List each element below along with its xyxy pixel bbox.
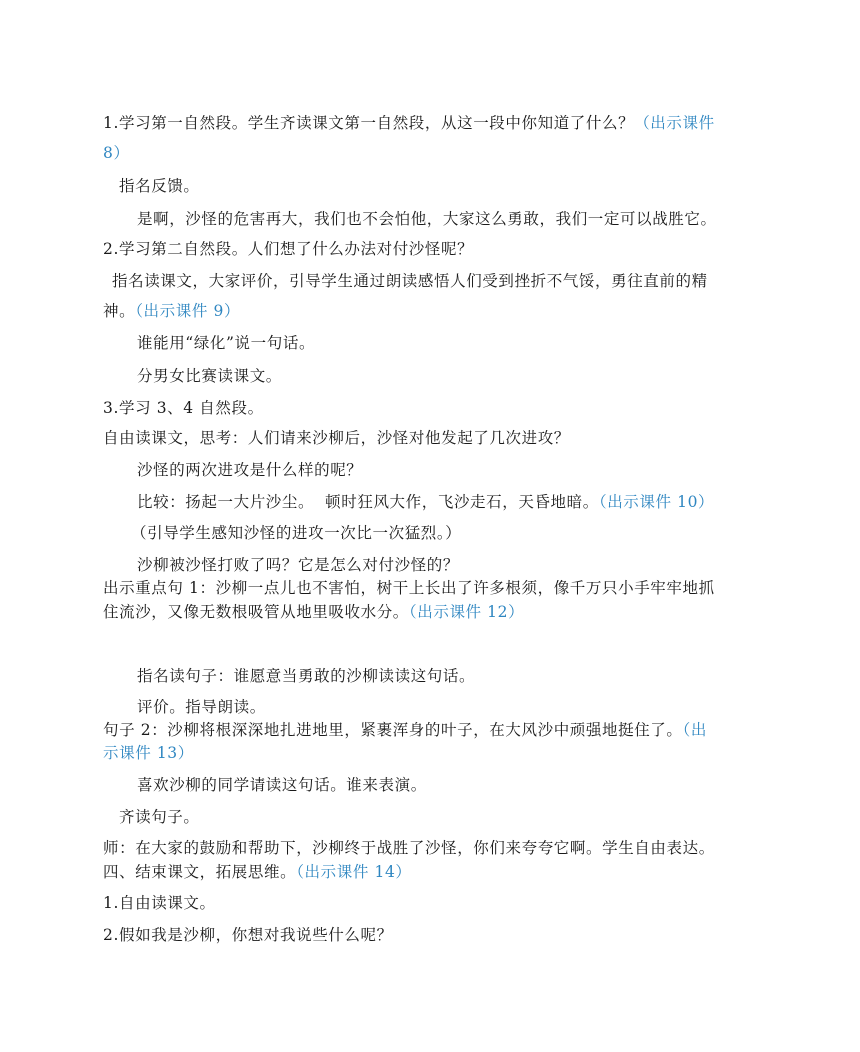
paragraph-line: （引导学生感知沙怪的进攻一次比一次猛烈。） (131, 524, 462, 542)
paragraph-line: 齐读句子。 (119, 808, 200, 826)
paragraph-line: 句子 2：沙柳将根深深地扎进地里，紧裹浑身的叶子，在大风沙中顽强地挺住了。（出 (103, 721, 707, 739)
paragraph-line: 喜欢沙柳的同学请读这句话。谁来表演。 (137, 776, 427, 794)
courseware-note: 8） (103, 144, 130, 162)
courseware-note: （出示课件 9） (135, 302, 241, 320)
paragraph-line: 住流沙，又像无数根吸管从地里吸收水分。（出示课件 12） (103, 603, 525, 621)
courseware-note: （出 (682, 721, 707, 739)
heading-line: 四、结束课文，拓展思维。（出示课件 14） (103, 863, 412, 881)
courseware-note: （出示课件 10） (598, 493, 715, 511)
courseware-note: （出示课件 14） (296, 863, 412, 881)
paragraph-line: 分男女比赛读课文。 (137, 367, 282, 385)
paragraph-line: 谁能用“绿化”说一句话。 (137, 334, 316, 352)
paragraph-line: 评价。指导朗读。 (137, 698, 266, 716)
courseware-note: （出示课件 12） (408, 603, 525, 621)
paragraph-line: 比较：扬起一大片沙尘。 顿时狂风大作，飞沙走石，天昏地暗。（出示课件 10） (137, 493, 715, 511)
paragraph-line: 1.学习第一自然段。学生齐读课文第一自然段，从这一段中你知道了什么？（出示课件 (103, 114, 715, 132)
paragraph-line: 沙怪的两次进攻是什么样的呢？ (137, 461, 363, 479)
paragraph-line: 指名反馈。 (119, 177, 200, 195)
heading-line: 3.学习 3、4 自然段。 (103, 399, 264, 417)
paragraph-line: 沙柳被沙怪打败了吗？它是怎么对付沙怪的？ (137, 556, 460, 574)
paragraph-line: 指名读课文，大家评价，引导学生通过朗读感悟人们受到挫折不气馁，勇往直前的精 (112, 272, 708, 290)
paragraph-line: 是啊，沙怪的危害再大，我们也不会怕他，大家这么勇敢，我们一定可以战胜它。 (137, 210, 717, 228)
paragraph-line (103, 143, 763, 163)
paragraph-line: 2.假如我是沙柳，你想对我说些什么呢？ (103, 926, 393, 944)
courseware-note: 示课件 13） (103, 744, 194, 762)
courseware-note: （出示课件 (634, 114, 715, 132)
paragraph-line: 神。（出示课件 9） (103, 302, 241, 320)
paragraph-line: 师：在大家的鼓励和帮助下，沙柳终于战胜了沙怪，你们来夸夸它啊。学生自由表达。 (103, 839, 715, 857)
paragraph-line: 自由读课文，思考：人们请来沙柳后，沙怪对他发起了几次进攻？ (103, 429, 570, 447)
paragraph-line (103, 743, 763, 763)
heading-line: 2.学习第二自然段。人们想了什么办法对付沙怪呢？ (103, 240, 474, 258)
paragraph-line: 指名读句子：谁愿意当勇敢的沙柳读读这句话。 (137, 667, 476, 685)
paragraph-line: 出示重点句 1：沙柳一点儿也不害怕，树干上长出了许多根须，像千万只小手牢牢地抓 (103, 579, 715, 597)
paragraph-line: 1.自由读课文。 (103, 894, 216, 912)
